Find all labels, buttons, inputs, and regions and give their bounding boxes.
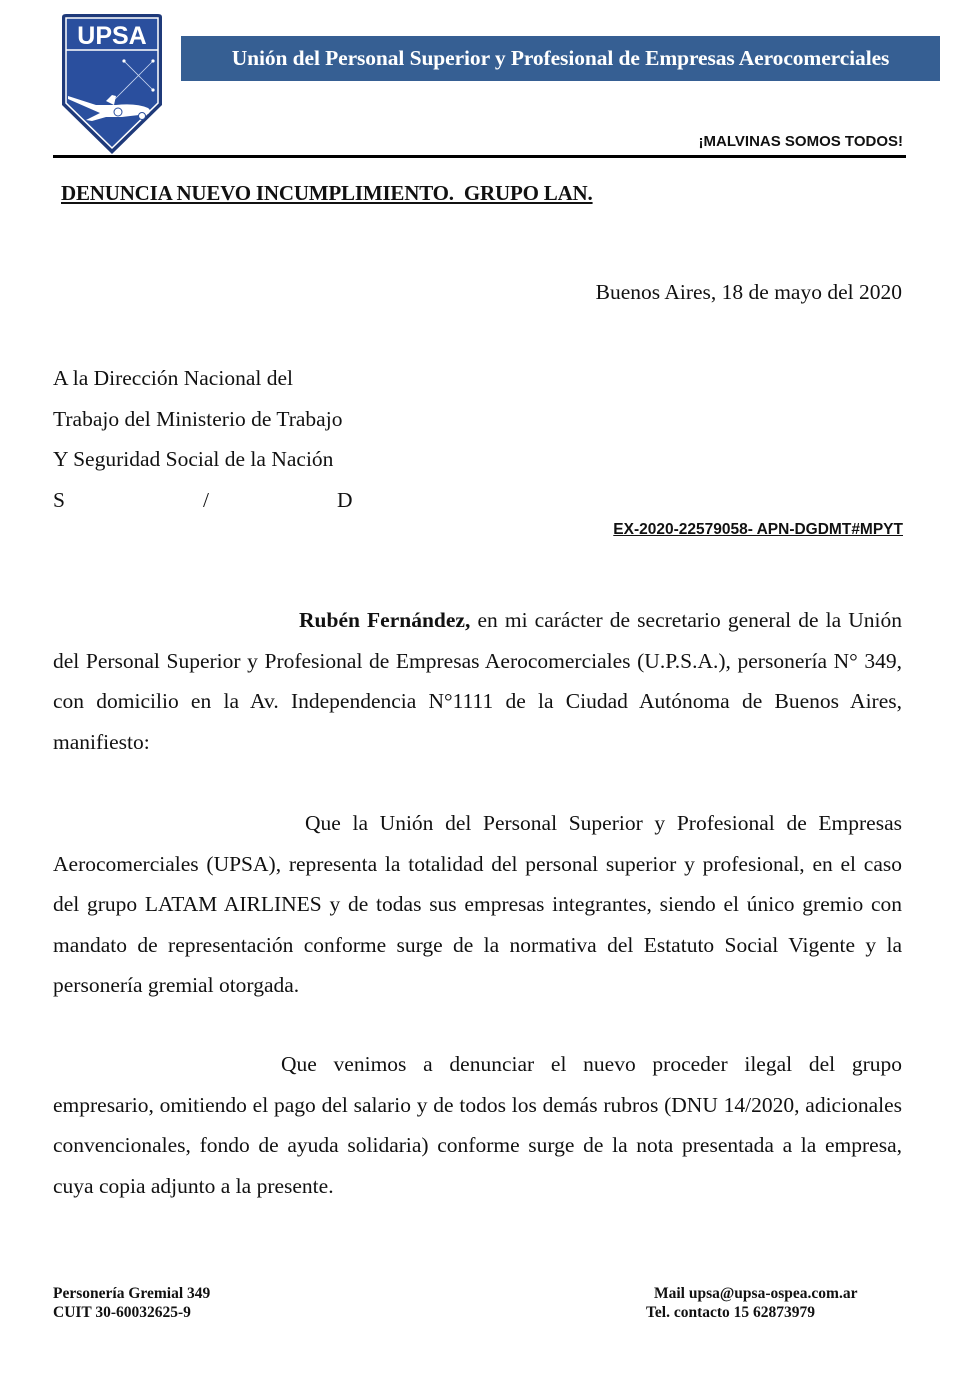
svg-text:UPSA: UPSA	[77, 22, 147, 50]
footer-mail: Mail upsa@upsa-ospea.com.ar	[654, 1285, 858, 1302]
addressee-line: A la Dirección Nacional del	[53, 366, 293, 390]
footer-cuit: CUIT 30-60032625-9	[53, 1304, 191, 1321]
paragraph-complaint	[53, 1044, 902, 1206]
document-title: DENUNCIA NUEVO INCUMPLIMIENTO. GRUPO LAN.	[61, 181, 593, 205]
footer-right	[646, 1284, 857, 1322]
footer-left	[53, 1284, 210, 1322]
document-date: Buenos Aires, 18 de mayo del 2020	[595, 280, 902, 304]
addressee-line: Trabajo del Ministerio de Trabajo	[53, 406, 343, 431]
header-divider	[53, 155, 906, 158]
paragraph-representation	[53, 803, 902, 1006]
paragraph-text: Que la Unión del Personal Superior y Profesional de Empresas Aerocomerciales (UPSA), representa la totalidad del personal superior y profesional, en el caso del grupo LATAM AIRLINES y de todas sus empresas integrantes, siendo el único gremio con mandato de representación conforme surge de la normativa del Estatuto Social Vigente y la personería gremial otorgada.	[53, 811, 902, 997]
addressee-block	[53, 358, 353, 520]
shield-plane-icon	[56, 13, 168, 156]
upsa-logo	[56, 13, 168, 156]
expediente-number: EX-2020-22579058- APN-DGDMT#MPYT	[613, 521, 903, 538]
motto: ¡MALVINAS SOMOS TODOS!	[698, 133, 903, 150]
paragraph-text: Que venimos a denunciar el nuevo proceder ilegal del grupo empresario, omitiendo el pago del salario y de todos los demás rubros (DNU 14/2020, adicionales convencionales, fondo de ayuda solidaria) conforme surge de la nota presentada a la empresa, cuya copia adjunto a la presente.	[53, 1052, 902, 1198]
sd-line	[53, 480, 353, 521]
organization-banner	[181, 36, 940, 81]
banner-title: Unión del Personal Superior y Profesional de Empresas Aerocomerciales	[231, 46, 890, 70]
signatory-name: Rubén Fernández,	[299, 608, 471, 632]
addressee-line: Y Seguridad Social de la Nación	[53, 447, 334, 471]
sd-s: S	[53, 487, 65, 512]
sd-slash: /	[203, 487, 209, 512]
paragraph-text: en mi carácter de secretario general de la Unión del Personal Superior y Profesional de Empresas Aerocomerciales (U.P.S.A.), personería N° 349, con domicilio en la Av. Independencia N°1111 de la Ciudad Autónoma de Buenos Aires, manifiesto:	[53, 608, 902, 754]
paragraph-intro	[53, 600, 902, 762]
footer-tel: Tel. contacto 15 62873979	[646, 1304, 816, 1321]
footer-personeria: Personería Gremial 349	[53, 1285, 211, 1302]
sd-d: D	[337, 487, 353, 512]
